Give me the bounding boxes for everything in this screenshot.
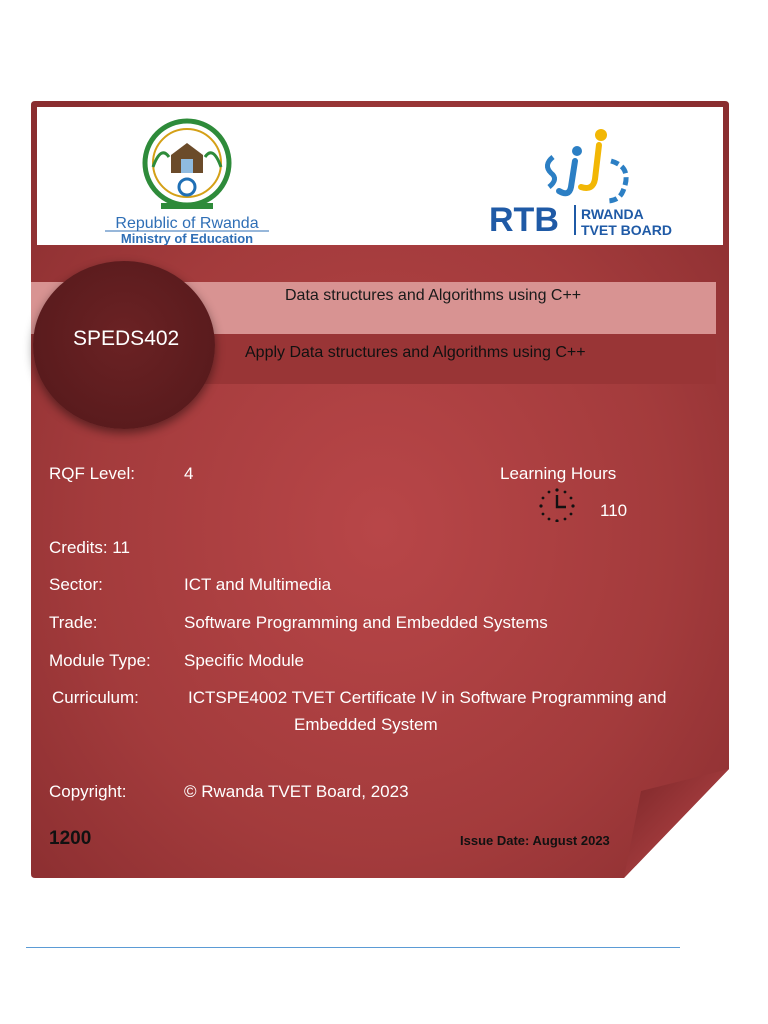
module-competence: Apply Data structures and Algorithms using C++ [245,344,586,361]
module-type-value: Specific Module [184,651,305,670]
module-number: 1200 [49,828,92,849]
curriculum-label: Curriculum: [52,688,139,707]
copyright-label: Copyright: [49,782,127,801]
clock-icon [535,486,579,522]
svg-text:Ministry of Education: Ministry of Education [120,231,254,245]
rqf-level-label: RQF Level: [49,464,135,483]
module-code: SPEDS402 [73,327,180,350]
module-title: Data structures and Algorithms using C++ [285,287,582,304]
module-cover-card [31,101,729,878]
copyright-value: © Rwanda TVET Board, 2023 [184,782,409,801]
svg-text:RWANDA: RWANDA [581,206,644,222]
module-type-label: Module Type: [49,651,151,670]
logo-band [37,107,723,245]
trade-value: Software Programming and Embedded Systems [184,613,548,632]
issue-date: Issue Date: August 2023 [460,833,610,848]
curriculum-value-line1: ICTSPE4002 TVET Certificate IV in Software Programming and [188,688,667,707]
rtb-gear-logo [483,121,703,241]
credits: Credits: 11 [49,538,130,557]
svg-text:RTB: RTB [489,201,559,239]
svg-text:Republic of Rwanda: Republic of Rwanda [115,215,259,232]
learning-hours-value: 110 [600,501,628,520]
page-footer-divider [26,947,680,948]
trade-label: Trade: [49,613,98,632]
learning-hours-label: Learning Hours [500,464,617,483]
sector-value: ICT and Multimedia [184,575,332,594]
sector-label: Sector: [49,575,103,594]
rwanda-coat-of-arms [91,115,283,245]
curriculum-value-line2: Embedded System [294,715,438,734]
svg-text:TVET BOARD: TVET BOARD [581,222,672,238]
rqf-level-value: 4 [184,464,194,483]
